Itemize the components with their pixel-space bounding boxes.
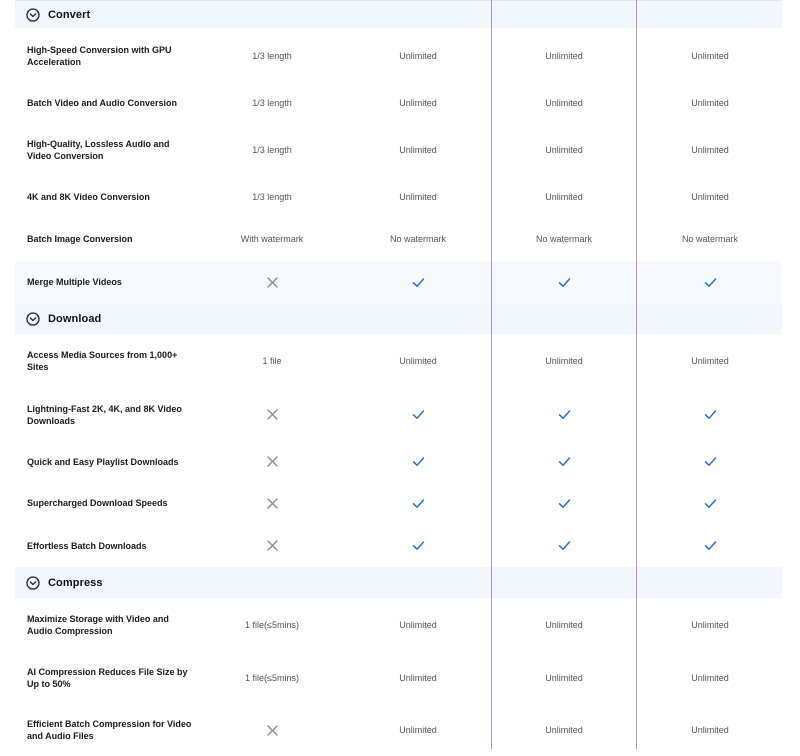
plan-3-value [504, 275, 624, 289]
plan-1-value [212, 539, 332, 553]
check-icon [558, 408, 571, 421]
check-icon [704, 539, 717, 552]
plan-1-value: 1 file(≤5mins) [245, 672, 299, 683]
plan-4-value: Unlimited [691, 725, 729, 735]
plan-3-value [504, 455, 624, 469]
feature-name: High-Speed Conversion with GPU Acceleration [27, 44, 172, 67]
plan-1-value [212, 275, 332, 289]
plan-1-value: 1 file [262, 356, 282, 366]
plan-4-value: Unlimited [691, 356, 729, 366]
check-icon [558, 539, 571, 552]
plan-3-value [504, 408, 624, 422]
plan-4-value [650, 496, 770, 510]
plan-2-value: Unlimited [399, 725, 437, 735]
x-icon [266, 497, 279, 510]
x-icon [266, 276, 279, 289]
plan-1-value [212, 455, 332, 469]
plan-2-value: Unlimited [399, 145, 437, 155]
table-row [15, 83, 782, 123]
feature-name: High-Quality, Lossless Audio and Video Conversion [27, 139, 170, 161]
section-header-compress[interactable] [15, 567, 782, 598]
plan-1-value: 1/3 length [252, 145, 292, 155]
plan-4-value [650, 455, 770, 469]
plan-4-value [650, 539, 770, 553]
plan-4-value: Unlimited [691, 619, 729, 630]
check-icon [412, 455, 425, 468]
table-row [15, 598, 782, 651]
feature-name: Lightning-Fast 2K, 4K, and 8K Video Downloads [27, 403, 182, 426]
plan-3-value: Unlimited [545, 619, 583, 630]
check-icon [412, 539, 425, 552]
check-icon [704, 276, 717, 289]
plan-2-value [358, 455, 478, 469]
feature-name: Efficient Batch Compression for Video and Audio Files [27, 719, 192, 741]
plan-1-value [212, 496, 332, 510]
feature-name: Merge Multiple Videos [27, 277, 122, 287]
plan-3-value: Unlimited [545, 145, 583, 155]
plan-1-value [212, 408, 332, 422]
plan-4-value [650, 408, 770, 422]
plan-1-value: 1/3 length [252, 50, 292, 61]
table-row [15, 177, 782, 217]
plan-4-value: No watermark [681, 234, 738, 244]
plan-2-value: Unlimited [399, 192, 437, 202]
section-title: Download [48, 312, 102, 325]
plan-1-value: 1 file(≤5mins) [245, 619, 299, 630]
x-icon [266, 539, 279, 552]
section-header-download[interactable] [15, 303, 782, 334]
plan-1-value: 1/3 length [252, 192, 292, 202]
plan-3-value [504, 539, 624, 553]
plan-3-value: No watermark [535, 234, 592, 244]
section-header-convert[interactable] [15, 1, 782, 28]
check-icon [558, 497, 571, 510]
plan-2-value [358, 408, 478, 422]
feature-name: Supercharged Download Speeds [27, 498, 168, 508]
plan-3-value: Unlimited [545, 725, 583, 735]
table-row [15, 261, 782, 303]
feature-name: Effortless Batch Downloads [27, 540, 147, 551]
highlight-column-border-left [491, 0, 492, 749]
feature-name: 4K and 8K Video Conversion [27, 192, 150, 202]
check-icon [558, 455, 571, 468]
feature-name: AI Compression Reduces File Size by Up to 50% [27, 666, 188, 689]
plan-2-value [358, 275, 478, 289]
table-row [15, 334, 782, 388]
check-icon [558, 276, 571, 289]
plan-1-value [212, 723, 332, 737]
table-row [15, 704, 782, 756]
table-row [15, 388, 782, 441]
check-icon [412, 497, 425, 510]
plan-4-value: Unlimited [691, 98, 729, 108]
table-row [15, 123, 782, 177]
plan-4-value: Unlimited [691, 50, 729, 61]
section-title: Compress [48, 576, 103, 589]
comparison-table [15, 0, 782, 749]
x-icon [266, 408, 279, 421]
feature-name: Batch Video and Audio Conversion [27, 98, 178, 108]
table-row [15, 28, 782, 83]
plan-2-value: Unlimited [399, 356, 437, 366]
plan-2-value: Unlimited [399, 672, 437, 683]
plan-2-value [358, 539, 478, 553]
x-icon [266, 724, 279, 737]
table-row [15, 217, 782, 261]
plan-2-value: Unlimited [399, 619, 437, 630]
chevron-down-circle-icon [26, 312, 40, 326]
plan-3-value: Unlimited [545, 192, 583, 202]
check-icon [412, 276, 425, 289]
check-icon [704, 408, 717, 421]
plan-4-value: Unlimited [691, 672, 729, 683]
check-icon [704, 455, 717, 468]
section-title: Convert [48, 8, 91, 21]
plan-3-value: Unlimited [545, 50, 583, 61]
table-row [15, 441, 782, 482]
plan-4-value: Unlimited [691, 145, 729, 155]
check-icon [412, 408, 425, 421]
table-row [15, 524, 782, 567]
chevron-down-circle-icon [26, 576, 40, 590]
feature-name: Access Media Sources from 1,000+ Sites [27, 350, 178, 372]
table-row [15, 651, 782, 704]
x-icon [266, 455, 279, 468]
plan-2-value [358, 496, 478, 510]
feature-name: Maximize Storage with Video and Audio Compression [27, 613, 169, 636]
feature-name: Quick and Easy Playlist Downloads [27, 456, 179, 467]
chevron-down-circle-icon [26, 8, 40, 22]
plan-2-value: No watermark [389, 234, 446, 244]
plan-1-value: With watermark [240, 234, 304, 244]
table-row [15, 482, 782, 524]
feature-name: Batch Image Conversion [27, 234, 133, 244]
plan-3-value: Unlimited [545, 98, 583, 108]
plan-2-value: Unlimited [399, 50, 437, 61]
plan-1-value: 1/3 length [252, 98, 292, 108]
highlight-column-border-right [636, 0, 637, 749]
plan-4-value: Unlimited [691, 192, 729, 202]
plan-3-value [504, 496, 624, 510]
plan-2-value: Unlimited [399, 98, 437, 108]
plan-4-value [650, 275, 770, 289]
plan-3-value: Unlimited [545, 356, 583, 366]
plan-3-value: Unlimited [545, 672, 583, 683]
check-icon [704, 497, 717, 510]
